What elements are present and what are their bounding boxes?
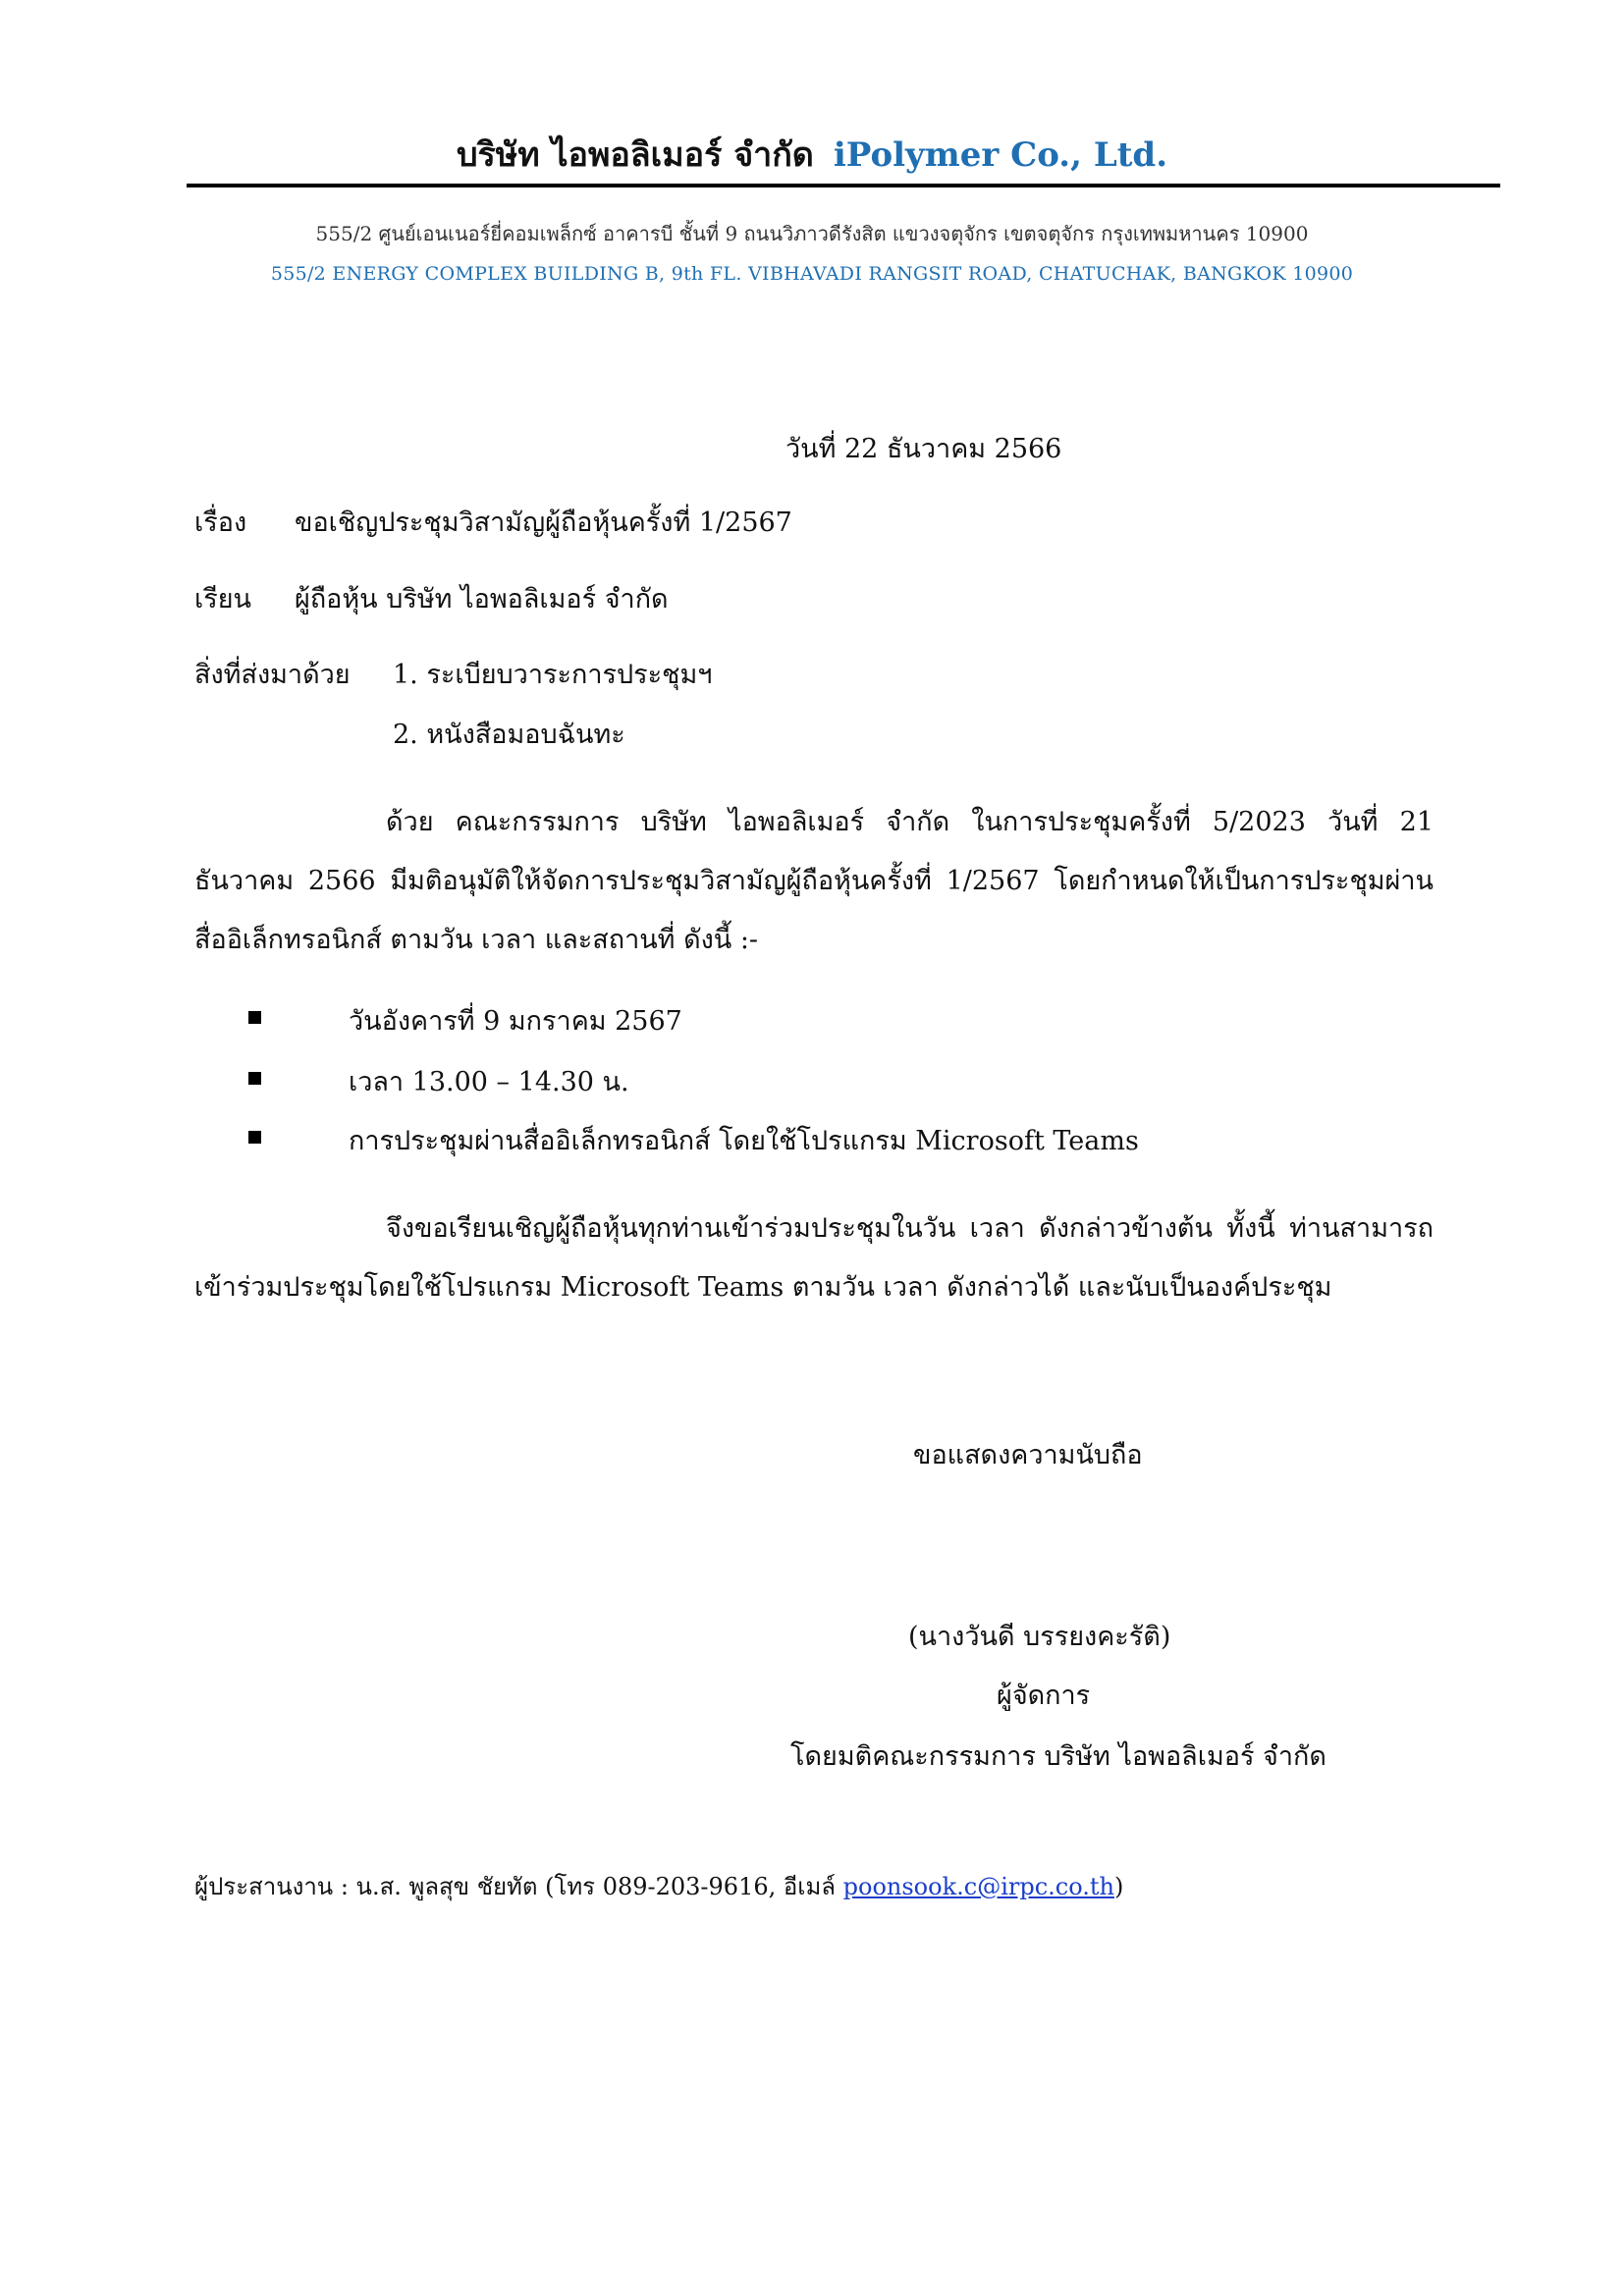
enclosure-item: 2. หนังสือมอบฉันทะ (393, 720, 625, 750)
signer-name: (นางวันดี บรรยงคะรัติ) (908, 1622, 1171, 1652)
coordinator-text: ผู้ประสานงาน : น.ส. พูลสุข ชัยทัต (โทร 089-203-9616, อีเมล์ (194, 1873, 843, 1900)
body-paragraph-1: ด้วย คณะกรรมการ บริษัท ไอพอลิเมอร์ จำกัด ในการประชุมครั้งที่ 5/2023 วันที่ 21 ธันวาคม 2566 มีมติอนุมัติให้จัดการประชุมวิสามัญผู้ถือหุ้นครั้งที่ 1/2567 โดยกำหนดให้เป็นการประชุมผ่านสื่ออิเล็กทรอนิกส์ ตามวัน เวลา และสถานที่ ดังนี้ :- (194, 807, 1434, 955)
enclosure-label: สิ่งที่ส่งมาด้วย (194, 660, 351, 690)
company-name-en: iPolymer Co., Ltd. (833, 135, 1168, 175)
letter-date: วันที่ 22 ธันวาคม 2566 (785, 434, 1062, 464)
signer-title: ผู้จัดการ (997, 1681, 1091, 1711)
bullet-item: เวลา 13.00 – 14.30 น. (349, 1067, 629, 1097)
bullet-item: การประชุมผ่านสื่ออิเล็กทรอนิกส์ โดยใช้โปรแกรม Microsoft Teams (349, 1126, 1139, 1156)
header-divider (187, 184, 1500, 187)
subject-text: ขอเชิญประชุมวิสามัญผู้ถือหุ้นครั้งที่ 1/2567 (295, 507, 792, 538)
address-english: 555/2 ENERGY COMPLEX BUILDING B, 9th FL. VIBHAVADI RANGSIT ROAD, CHATUCHAK, BANGKOK 10900 (270, 263, 1354, 285)
enclosure-item: 1. ระเบียบวาระการประชุมฯ (393, 660, 713, 690)
recipient-label: เรียน (194, 584, 252, 614)
recipient-text: ผู้ถือหุ้น บริษัท ไอพอลิเมอร์ จำกัด (295, 584, 669, 614)
address-thai: 555/2 ศูนย์เอนเนอร์ยี่คอมเพล็กซ์ อาคารบี ชั้นที่ 9 ถนนวิภาวดีรังสิต แขวงจตุจักร เขตจตุจักร กรุงเทพมหานคร 10900 (315, 222, 1309, 245)
bullet-square-icon (248, 1072, 261, 1085)
coordinator-line (194, 1867, 1123, 1905)
signer-organization: โดยมติคณะกรรมการ บริษัท ไอพอลิเมอร์ จำกัด (790, 1741, 1326, 1772)
bullet-item: วันอังคารที่ 9 มกราคม 2567 (349, 1006, 682, 1037)
letterhead-title (0, 128, 1624, 181)
bullet-square-icon (248, 1131, 261, 1144)
coordinator-email-link[interactable]: poonsook.c@irpc.co.th (842, 1873, 1114, 1900)
body-paragraph-2: จึงขอเรียนเชิญผู้ถือหุ้นทุกท่านเข้าร่วมประชุมในวัน เวลา ดังกล่าวข้างต้น ทั้งนี้ ท่านสามารถเข้าร่วมประชุมโดยใช้โปรแกรม Microsoft Teams ตามวัน เวลา ดังกล่าวได้ และนับเป็นองค์ประชุม (194, 1213, 1434, 1303)
company-name-th: บริษัท ไอพอลิเมอร์ จำกัด (456, 135, 814, 175)
bullet-square-icon (248, 1011, 261, 1024)
subject-label: เรื่อง (194, 507, 247, 538)
coordinator-suffix: ) (1113, 1873, 1124, 1900)
closing-salutation: ขอแสดงความนับถือ (913, 1440, 1143, 1470)
